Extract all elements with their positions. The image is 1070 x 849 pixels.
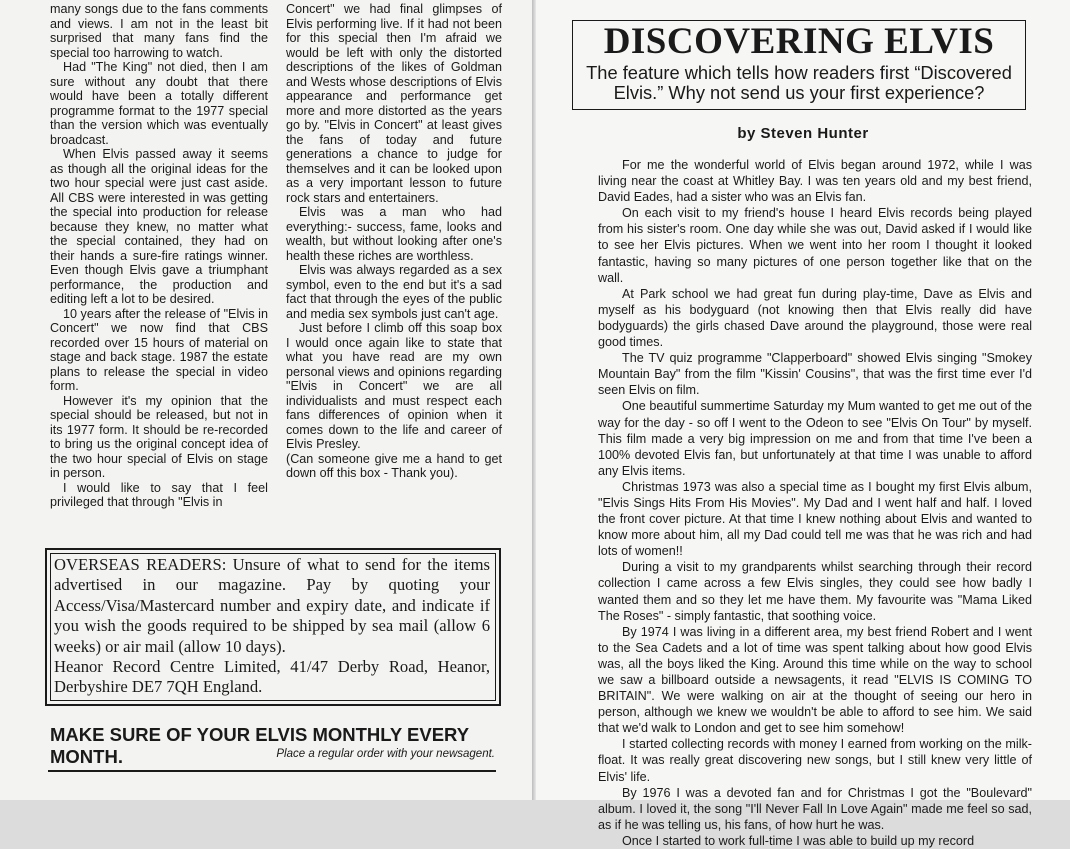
- paragraph: At Park school we had great fun during play-time, Dave as Elvis and myself as his bodyguard (not knowing then that Elvis really did have bodyguards) the girls chased Dave around the playground, those were real good times.: [598, 286, 1032, 350]
- feature-article-body: [598, 157, 1032, 849]
- paragraph: Concert" we had final glimpses of Elvis performing live. If it had not been for this special then I'm afraid we would be left with only the distorted descriptions of the likes of Goldman and Wests whose descriptions of Elvis appearance and performance get more and more distorted as the years go by. "Elvis in Concert" at least gives the fans of today and future generations a chance to judge for themselves and it can be looked upon as a very important lesson to future rock stars and entertainers.: [286, 2, 502, 205]
- paragraph: The TV quiz programme "Clapperboard" showed Elvis singing "Smokey Mountain Bay" from the film "Kissin' Cousins", that was the first time ever I'd seen Elvis on film.: [598, 351, 1032, 398]
- paragraph: For me the wonderful world of Elvis began around 1972, while I was living near the coast at Whitley Bay. I was ten years old and my best friend, David Eades, had a sister who was an Elvis fan.: [598, 158, 1032, 205]
- article-column-1: [50, 2, 268, 510]
- left-page: [0, 0, 532, 800]
- paragraph: Christmas 1973 was also a special time as I bought my first Elvis album, "Elvis Sings Hits From His Movies". My Dad and I went half and half. I loved the front cover picture. At that time I knew nothing about Elvis and wanted to know more about him, all my Dad could tell me was that he was rich and had lots of women!!: [598, 479, 1032, 559]
- paragraph: When Elvis passed away it seems as though all the original ideas for the two hour special were just cast aside. All CBS were interested in was getting the special into production for release because they knew, no matter what the special contained, they had on their hands a sure-fire ratings winner. Even though Elvis gave a triumphant performance, the production and editing left a lot to be desired.: [50, 147, 268, 306]
- paragraph: By 1974 I was living in a different area, my best friend Robert and I went to the Sea Cadets and a lot of time was spent talking about how good Elvis was, all the boys liked the King. Around this time while on the way to school we saw a billboard outside a newsagents, it read "ELVIS IS COMING TO BRITAIN". We were walking on air at the thought of seeing our hero in person, although we knew we wouldn't be able to afford to see him. We said that we'd walk to London and get to see him somehow!: [598, 624, 1032, 736]
- overseas-readers-text: OVERSEAS READERS: Unsure of what to send for the items advertised in our magazine. Pay by quoting your Access/Visa/Mastercard number and expiry date, and indicate if you wish the goods required to be shipped by sea mail (allow 6 weeks) or air mail (allow 10 days).: [54, 555, 490, 656]
- paragraph: By 1976 I was a devoted fan and for Christmas I got the "Boulevard" album. I loved it, the song "I'll Never Fall In Love Again" made me feel so sad, as if he was telling us, his fans, of how hurt he was.: [598, 785, 1032, 832]
- paragraph: However it's my opinion that the special should be released, but not in its 1977 form. It should be re-recorded to bring us the original concept idea of the two hour special of Elvis on stage in person.: [50, 393, 268, 480]
- overseas-readers-address: Heanor Record Centre Limited, 41/47 Derby Road, Heanor, Derbyshire DE7 7QH England.: [54, 657, 490, 697]
- paragraph: (Can someone give me a hand to get down off this box - Thank you).: [286, 451, 502, 480]
- paragraph: 10 years after the release of "Elvis in Concert" we now find that CBS recorded over 15 hours of material on stage and back stage. 1987 the estate plans to release the special in video form.: [50, 306, 268, 393]
- paragraph: On each visit to my friend's house I heard Elvis records being played from his sister's room. One day while she was out, David asked if I would like to see her Elvis pictures. When we went into her room I thought it looked fantastic, having so many pictures of one person together like that on the wall.: [598, 206, 1032, 285]
- feature-title: DISCOVERING ELVIS: [603, 21, 995, 62]
- paragraph: Elvis was a man who had everything:- success, fame, looks and wealth, but without looking after one's health these riches are worthless.: [286, 205, 502, 263]
- right-page: [536, 0, 1070, 848]
- paragraph: One beautiful summertime Saturday my Mum wanted to get me out of the way for the day - so off I went to the Odeon to see "Elvis On Tour" by myself. This film made a very big impression on me and from that time I've been a 100% devoted Elvis fan, but unfortunately at that time I was unable to afford any Elvis items.: [598, 399, 1032, 478]
- paragraph: Just before I climb off this soap box I would once again like to state that what you have read are my own personal views and opinions regarding "Elvis in Concert" we are all individualists and must respect each fans differences of opinion when it comes down to the life and career of Elvis Presley.: [286, 321, 502, 451]
- promo-rule: [48, 770, 496, 772]
- feature-title-box: [572, 20, 1026, 110]
- promo-subline: Place a regular order with your newsagent.: [276, 748, 495, 760]
- paragraph: I started collecting records with money I earned from working on the milk-float. It was really great discovering new songs, but I still knew very little of Elvis' life.: [598, 737, 1032, 784]
- byline: by Steven Hunter: [737, 125, 869, 142]
- article-column-2: [286, 2, 502, 481]
- paragraph: many songs due to the fans comments and views. I am not in the least bit surprised that many fans find the special too harrowing to watch.: [50, 2, 268, 60]
- paragraph: During a visit to my grandparents whilst searching through their record collection I came across a few Elvis singles, they could see how badly I wanted them and so they let me have them. My favourite was "Mama Liked The Roses" - simply fantastic, that soothing voice.: [598, 560, 1032, 623]
- feature-subtitle: The feature which tells how readers first “Discovered Elvis.” Why not send us your first experience?: [586, 62, 1012, 103]
- paragraph: Elvis was always regarded as a sex symbol, even to the end but it's a sad fact that through the eyes of the public and media sex symbols just can't age.: [286, 263, 502, 321]
- overseas-readers-box: [45, 548, 501, 706]
- paragraph: Had "The King" not died, then I am sure without any doubt that there would have been a totally different programme format to the 1977 special than the version which was eventually broadcast.: [50, 60, 268, 147]
- paragraph: I would like to say that I feel privileged that through "Elvis in: [50, 480, 268, 509]
- paragraph: Once I started to work full-time I was able to build up my record: [622, 833, 975, 848]
- promo-headline: MAKE SURE OF YOUR ELVIS MONTHLY EVERY MONTH.: [50, 724, 469, 767]
